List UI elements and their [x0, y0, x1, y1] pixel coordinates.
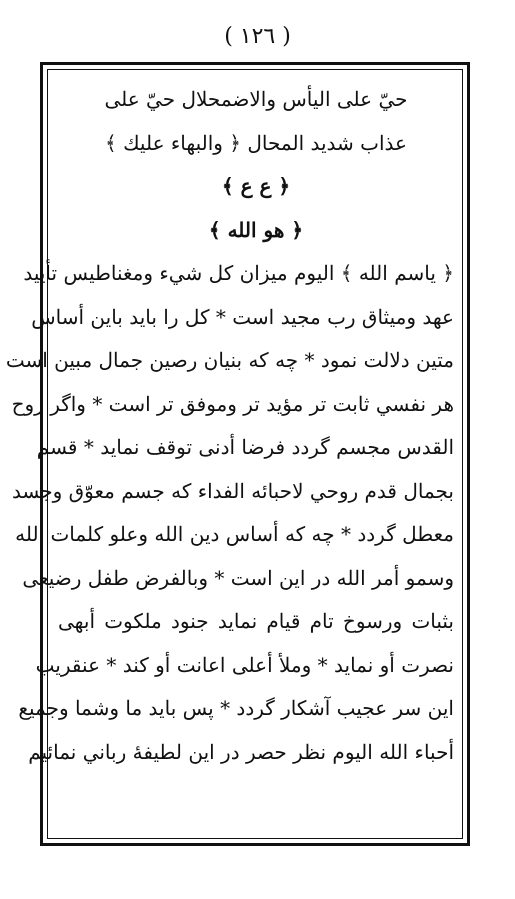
text-block	[5, 78, 454, 774]
heading-line: ﴿ ع ع ﴾	[221, 174, 291, 198]
text-line: ﴿ ياسم الله ﴾ اليوم ميزان كل شيء ومغناطيس تأييد	[23, 261, 454, 285]
heading-line: ﴿ هو الله ﴾	[208, 217, 304, 242]
text-line: عذاب شديد المحال ﴿ والبهاء عليك ﴾	[105, 130, 407, 155]
text-line: أحباء الله اليوم نظر حصر در اين لطيفهٔ رباني نمائيم	[28, 739, 454, 764]
text-line: نصرت أو نمايد * وملأ أعلى اعانت أو كند * عنقريب	[35, 652, 454, 677]
text-line: وسمو أمر الله در اين است * وبالفرض طفل رضيعى	[22, 565, 454, 590]
text-line: القدس مجسم گردد فرضا أدنى توقف نمايد * قسم	[36, 435, 454, 459]
text-line: بجمال قدم روحي لاحبائه الفداء كه جسم معوّق وجسد	[11, 478, 454, 503]
text-line: عهد وميثاق رب مجيد است * كل را بايد باين أساس	[31, 304, 454, 329]
text-line: معطل گردد * چه كه أساس دين الله وعلو كلمات الله	[15, 522, 454, 546]
text-line: اين سر عجيب آشكار گردد * پس بايد ما وشما وجميع	[18, 696, 454, 720]
text-line: متين دلالت نمود * چه كه بنيان رصين جمال مبين است	[5, 348, 454, 372]
text-line: حيّ على اليأس والاضمحلال حيّ على	[104, 87, 408, 111]
text-line: بثبات ورسوخ تام قيام نمايد جنود ملكوت أبهى	[58, 609, 454, 633]
page-number: ( ١٢٦ )	[224, 24, 291, 49]
text-line: هر نفسي ثابت تر مؤيد تر وموفق تر است * واگر روح	[11, 391, 454, 416]
